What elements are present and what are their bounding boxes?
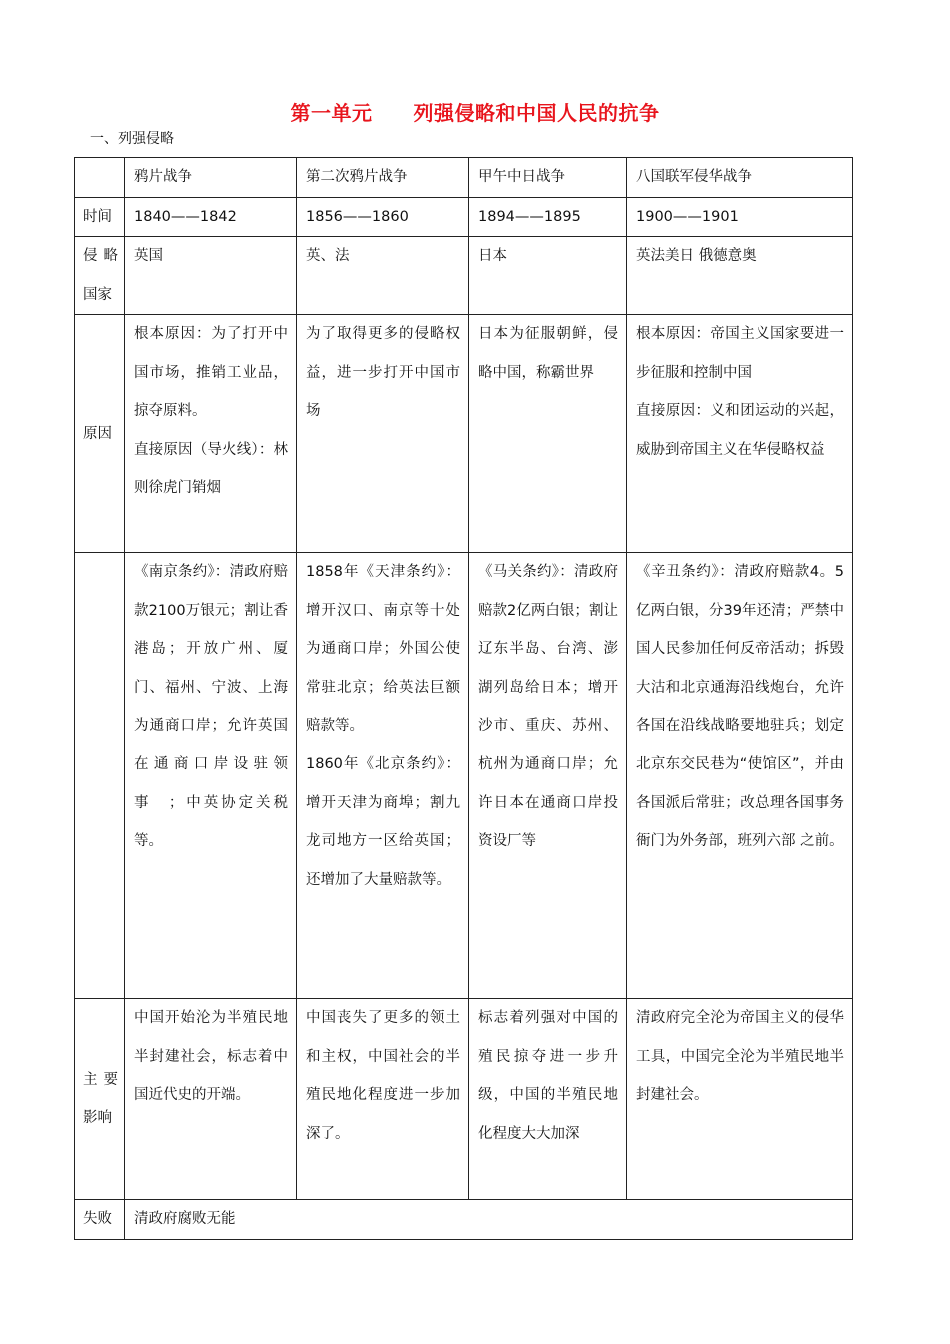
table-row-impact [75,999,853,1200]
table-cell: 根本原因：帝国主义国家要进一步征服和控制中国 直接原因：义和团运动的兴起，威胁到帝国主义在华侵略权益 [627,315,853,553]
table-cell: 英、法 [297,237,469,315]
table-row-time [75,198,853,237]
table-row-invaders [75,237,853,315]
header-cell-second-opium-war: 第二次鸦片战争 [297,158,469,198]
table-cell: 清政府完全沦为帝国主义的侵华工具，中国完全沦为半殖民地半封建社会。 [627,999,853,1200]
table-cell: 为了取得更多的侵略权益，进一步打开中国市场 [297,315,469,553]
row-label-treaties [75,553,125,999]
table-cell: 中国开始沦为半殖民地半封建社会，标志着中国近代史的开端。 [125,999,297,1200]
table-cell: 中国丧失了更多的领土和主权，中国社会的半殖民地化程度进一步加深了。 [297,999,469,1200]
table-cell: 1856——1860 [297,198,469,237]
table-cell: 英法美日 俄德意奥 [627,237,853,315]
table-cell: 清政府腐败无能 [125,1200,853,1239]
table-cell: 日本为征服朝鲜，侵略中国，称霸世界 [469,315,627,553]
header-cell-blank [75,158,125,198]
table-row-failure [75,1200,853,1239]
table-cell: 《马关条约》：清政府赔款2亿两白银；割让辽东半岛、台湾、澎湖列岛给日本；增开沙市、重庆、苏州、杭州为通商口岸；允许日本在通商口岸投资设厂等 [469,553,627,999]
row-label-invaders: 侵略国家 [75,237,125,315]
page-title: 第一单元 列强侵略和中国人民的抗争 [290,101,660,125]
table-cell: 1858年《天津条约》：增开汉口、南京等十处为通商口岸；外国公使常驻北京；给英法巨额赔款等。 1860年《北京条约》：增开天津为商埠；割九龙司地方一区给英国；还增加了大量赔款等。 [297,553,469,999]
table-header-row [75,158,853,198]
table-cell: 1894——1895 [469,198,627,237]
table-cell: 《南京条约》：清政府赔款2100万银元；割让香港岛；开放广州、厦门、福州、宁波、上海为通商口岸；允许英国在通商口岸设驻领事 ；中英协定关税等。 [125,553,297,999]
table-cell: 英国 [125,237,297,315]
invasion-table [74,157,853,1240]
section-heading: 一、列强侵略 [90,131,174,147]
header-cell-eight-nation-alliance: 八国联军侵华战争 [627,158,853,198]
row-label-impact: 主要影响 [75,999,125,1200]
row-label-causes: 原因 [75,315,125,553]
table-cell: 1900——1901 [627,198,853,237]
row-label-failure: 失败 [75,1200,125,1239]
table-cell: 1840——1842 [125,198,297,237]
table-row-treaties [75,553,853,999]
table-cell: 《辛丑条约》：清政府赔款4。5亿两白银，分39年还清；严禁中国人民参加任何反帝活动；拆毁大沽和北京通海沿线炮台，允许各国在沿线战略要地驻兵；划定北京东交民巷为“使馆区”，并由各国派后常驻；改总理各国事务衙门为外务部，班列六部 之前。 [627,553,853,999]
table-cell: 标志着列强对中国的殖民掠夺进一步升级，中国的半殖民地化程度大大加深 [469,999,627,1200]
header-cell-sino-japanese-war: 甲午中日战争 [469,158,627,198]
header-cell-opium-war: 鸦片战争 [125,158,297,198]
table-cell: 日本 [469,237,627,315]
table-row-causes [75,315,853,553]
row-label-time: 时间 [75,198,125,237]
table-cell: 根本原因：为了打开中国市场，推销工业品，掠夺原料。 直接原因（导火线）：林则徐虎门销烟 [125,315,297,553]
